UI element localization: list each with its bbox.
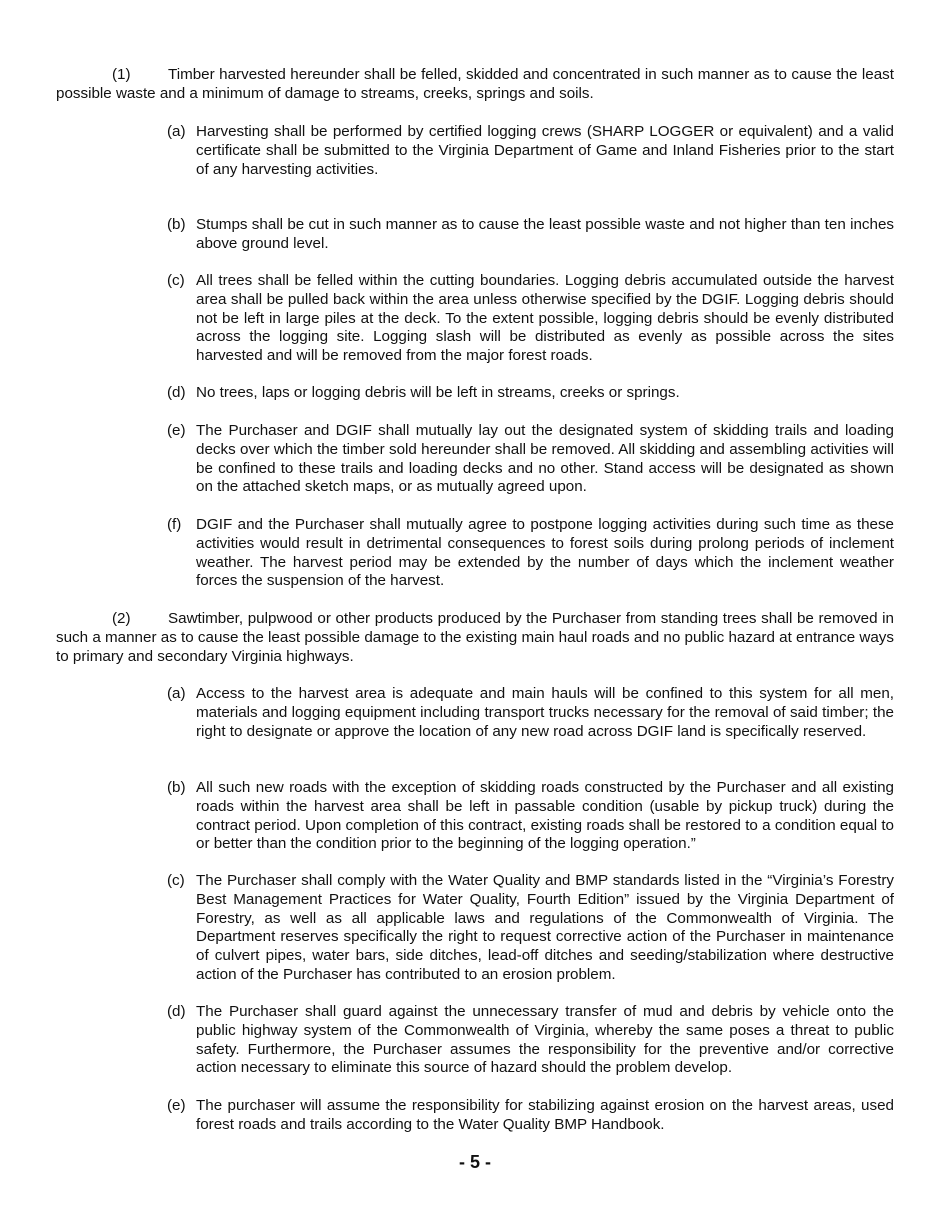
item-letter: (f): [167, 516, 182, 533]
item-text: The Purchaser and DGIF shall mutually lay out the designated system of skidding trails and loading decks over which the timber sold hereunder shall be removed. All skidding and assembling activities will be confined to these trails and loading decks and no other. Stand access will be designated as shown on the attached sketch maps, or as mutually agreed upon.: [196, 422, 894, 496]
section-1-item-f: [167, 516, 894, 591]
item-text: All trees shall be felled within the cutting boundaries. Logging debris accumulated outside the harvest area shall be pulled back within the area unless otherwise specified by the DGIF. Logging debris should not be left in large piles at the deck. To the extent possible, logging debris should be evenly distributed across the logging site. Logging slash will be distributed as evenly as possible across the sites harvested and will be removed from the major forest roads.: [196, 272, 894, 365]
section-2-item-d: [167, 1003, 894, 1078]
section-1-item-a: [167, 123, 894, 179]
section-2-item-c: [167, 872, 894, 985]
item-text: The purchaser will assume the responsibility for stabilizing against erosion on the harvest areas, used forest roads and trails according to the Water Quality BMP Handbook.: [196, 1097, 894, 1133]
item-letter: (b): [167, 779, 186, 796]
section-1-text: Timber harvested hereunder shall be felled, skidded and concentrated in such manner as to cause the least possible waste and a minimum of damage to streams, creeks, springs and soils.: [56, 66, 894, 102]
item-letter: (a): [167, 685, 186, 702]
section-1-paragraph: [56, 66, 894, 104]
item-letter: (e): [167, 422, 186, 439]
section-2-item-a: [167, 685, 894, 741]
item-letter: (b): [167, 216, 186, 233]
section-2-number: (2): [112, 610, 131, 627]
item-text: Stumps shall be cut in such manner as to cause the least possible waste and not higher than ten inches above ground level.: [196, 216, 894, 252]
item-letter: (c): [167, 872, 185, 889]
item-text: Access to the harvest area is adequate and main hauls will be confined to this system for all men, materials and logging equipment including transport trucks necessary for the removal of said timber; the right to designate or approve the location of any new road across DGIF land is specifically reserved.: [196, 685, 894, 740]
section-1-item-c: [167, 272, 894, 366]
item-text: All such new roads with the exception of skidding roads constructed by the Purchaser and all existing roads within the harvest area shall be left in passable condition (usable by pickup truck) during the contract period. Upon completion of this contract, existing roads shall be restored to a condition equal to or better than the condition prior to the beginning of the logging operation.”: [196, 779, 894, 853]
section-2-item-b: [167, 779, 894, 854]
item-text: The Purchaser shall comply with the Water Quality and BMP standards listed in the “Virginia’s Forestry Best Management Practices for Water Quality, Fourth Edition” issued by the Virginia Department of Forestry, as well as all applicable laws and regulations of the Commonwealth of Virginia. The Department reserves specifically the right to request corrective action of the Purchaser in maintenance of culvert pipes, water bars, side ditches, lead-off ditches and seeding/stabilization where destructive action of the Purchaser has contributed to an erosion problem.: [196, 872, 894, 983]
item-text: DGIF and the Purchaser shall mutually agree to postpone logging activities during such time as these activities would result in detrimental consequences to forest soils during prolong periods of inclement weather. The harvest period may be extended by the number of days which the inclement weather forces the suspension of the harvest.: [196, 516, 894, 590]
section-2-item-e: [167, 1097, 894, 1135]
section-2-text: Sawtimber, pulpwood or other products produced by the Purchaser from standing trees shall be removed in such a manner as to cause the least possible damage to the existing main haul roads and no public hazard at entrance ways to primary and secondary Virginia highways.: [56, 610, 894, 665]
section-1-item-b: [167, 216, 894, 254]
item-letter: (e): [167, 1097, 186, 1114]
item-letter: (c): [167, 272, 185, 289]
section-2-paragraph: [56, 610, 894, 666]
item-text: Harvesting shall be performed by certified logging crews (SHARP LOGGER or equivalent) and a valid certificate shall be submitted to the Virginia Department of Game and Inland Fisheries prior to the start of any harvesting activities.: [196, 123, 894, 178]
item-text: No trees, laps or logging debris will be left in streams, creeks or springs.: [196, 384, 680, 401]
section-1-item-d: [167, 384, 894, 403]
item-text: The Purchaser shall guard against the unnecessary transfer of mud and debris by vehicle onto the public highway system of the Commonwealth of Virginia, whereby the same poses a threat to public safety. Furthermore, the Purchaser assumes the responsibility for the preventive and/or corrective action necessary to eliminate this source of hazard should the problem develop.: [196, 1003, 894, 1077]
section-1-number: (1): [112, 66, 131, 83]
page-number: - 5 -: [458, 1152, 491, 1172]
item-letter: (a): [167, 123, 186, 140]
item-letter: (d): [167, 384, 186, 401]
section-1-item-e: [167, 422, 894, 497]
item-letter: (d): [167, 1003, 186, 1020]
